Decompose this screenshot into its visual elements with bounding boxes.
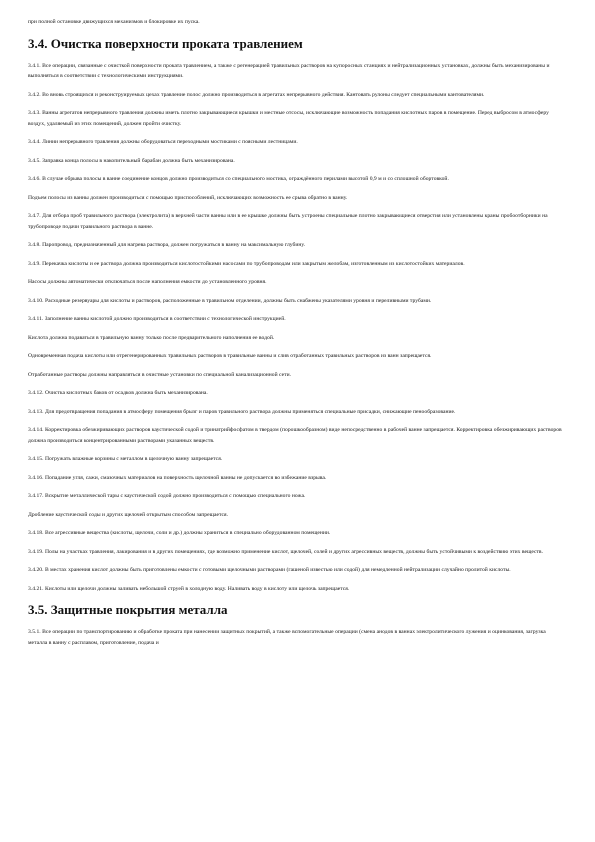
paragraph: 3.4.20. В местах хранения кислот должны быть приготовлены емкости с готовыми щелочными растворами (гашеной известью или содой) для немедленной нейтрализации случайно пролитой кислоты. bbox=[28, 567, 511, 573]
paragraph: 3.4.16. Попадание угля, сажи, смазочных материалов на поверхность щелочной ванны не допускается во избежание взрыва. bbox=[28, 474, 327, 481]
paragraph: Кислота должна подаваться в травильную ванну только после предварительного наполнения ее водой. bbox=[28, 334, 275, 341]
paragraph: 3.4.10. Расходные резервуары для кислоты и растворов, расположенные в травильном отделении, должны быть снабжены указателями уровня и переливными трубами. bbox=[28, 297, 432, 304]
paragraph: 3.4.7. Для отбора проб травильного раствора (электролита) в верхней части ванны или в ее крышке должны быть устроены специальные плотно закрывающиеся отверстия или установлены краны пробоотборники на трубопроводе подачи травильного раствора в ванне. bbox=[28, 213, 548, 230]
paragraph: 3.4.21. Кислоты или щелочи должны заливать небольшой струей в холодную воду. Наливать воду в кислоту или щелочь запрещается. bbox=[28, 585, 350, 592]
paragraph: 3.4.3. Ванны агрегатов непрерывного травления должны иметь плотно закрывающиеся крышки и местные отсосы, исключающие возможность попадания кислотных паров в помещение. Перед выбросом в атмосферу воздух, удаляемый из этих помещений, должен пройти очистку. bbox=[28, 110, 549, 127]
paragraph: 3.4.4. Линии непрерывного травления должны оборудоваться переходными мостиками с поясными лестницами. bbox=[28, 139, 298, 145]
paragraph: Дробление каустической соды и других щелочей открытым способом запрещается. bbox=[28, 511, 229, 518]
paragraph: 3.4.2. Во вновь строящихся и реконструируемых цехах травление полос должно производиться в агрегатах непрерывного действия. Кантовать рулоны следует специальными кантователями. bbox=[28, 91, 485, 98]
section-3-4-body bbox=[28, 61, 565, 595]
section-heading-3-4: 3.4. Очистка поверхности проката травлением bbox=[28, 35, 303, 51]
paragraph: 3.4.5. Заправка конца полосы в накопительный барабан должна быть механизирована. bbox=[28, 157, 235, 164]
paragraph: 3.4.17. Вскрытие металлической тары с каустической содой должно производиться с помощью специального ножа. bbox=[28, 493, 306, 499]
continuation-text: при полной остановке движущихся механизмов и блокировке их пуска. bbox=[28, 19, 200, 25]
paragraph: 3.5.1. Все операции по транспортированию и обработке проката при нанесении защитных покрытий, а также вспомогательные операции (смена анодов в ваннах электролитического лужения и оцинкования, загрузка металла в ванну с расплавом, приготовление, подача и bbox=[28, 629, 546, 646]
paragraph: 3.4.15. Погружать влажные корзины с металлом в щелочную ванну запрещается. bbox=[28, 456, 223, 462]
paragraph: 3.4.19. Полы на участках травления, лакирования и в других помещениях, где возможно применение кислот, щелочей, солей и других агрессивных веществ, должны быть устойчивыми к воздействию этих веществ. bbox=[28, 548, 544, 555]
paragraph: 3.4.9. Перекачка кислоты и ее раствора должна производиться кислотостойкими насосами по трубопроводам или закрытым желобам, изготовленным из кислотостойких материалов. bbox=[28, 260, 465, 267]
paragraph: 3.4.14. Корректировка обезжиривающих растворов каустической содой и тринатрийфосфатом в твердом (порошкообразном) виде непосредственно в рабочей ванне запрещается. Корректировка обезжиривающих растворов должна производиться концентрированными растворами указанных веществ. bbox=[28, 427, 562, 444]
paragraph: 3.4.6. В случае обрыва полосы в ванне соединение концов должно производиться со специального мостика, ограждённого перилами высотой 0,9 м и со сплошной обортовкой. bbox=[28, 176, 449, 182]
section-3-5-body bbox=[28, 627, 565, 648]
paragraph: 3.4.12. Очистка кислотных баков от осадков должна быть механизирована. bbox=[28, 390, 208, 396]
section-heading-3-5: 3.5. Защитные покрытия металла bbox=[28, 602, 228, 617]
paragraph: 3.4.1. Все операции, связанные с очисткой поверхности проката травлением, а также с регенерацией травильных растворов на купоросных станциях и нейтрализационных установках, должны быть механизированы и выполняться в соответствии с технологическими инструкциями. bbox=[28, 62, 550, 79]
paragraph: Отработанные растворы должны направляться в очистные установки по специальной канализационной сети. bbox=[28, 371, 292, 378]
paragraph: 3.4.11. Заполнение ванны кислотой должно производиться в соответствии с технологической инструкцией. bbox=[28, 316, 286, 322]
paragraph: 3.4.18. Все агрессивные вещества (кислоты, щелочи, соли и др.) должны храниться в специально оборудованном помещении. bbox=[28, 530, 331, 536]
paragraph: 3.4.13. Для предотвращения попадания в атмосферу помещения брызг и паров травильного раствора должны применяться специальные присадки, снижающие пенообразование. bbox=[28, 408, 456, 415]
paragraph: Насосы должны автоматически отключаться после наполнения емкости до установленного уровня. bbox=[28, 279, 267, 285]
paragraph: Подъем полосы из ванны должен производиться с помощью приспособлений, исключающих возможность ее срыва обратно в ванну. bbox=[28, 194, 348, 201]
paragraph: 3.4.8. Паропровод, предназначенный для нагрева раствора, должен погружаться в ванну на максимальную глубину. bbox=[28, 242, 306, 248]
paragraph: Одновременная подача кислоты или отрегенерированных травильных растворов в травильные ванны и слив отработанных травильных растворов из ванн запрещается. bbox=[28, 353, 432, 359]
